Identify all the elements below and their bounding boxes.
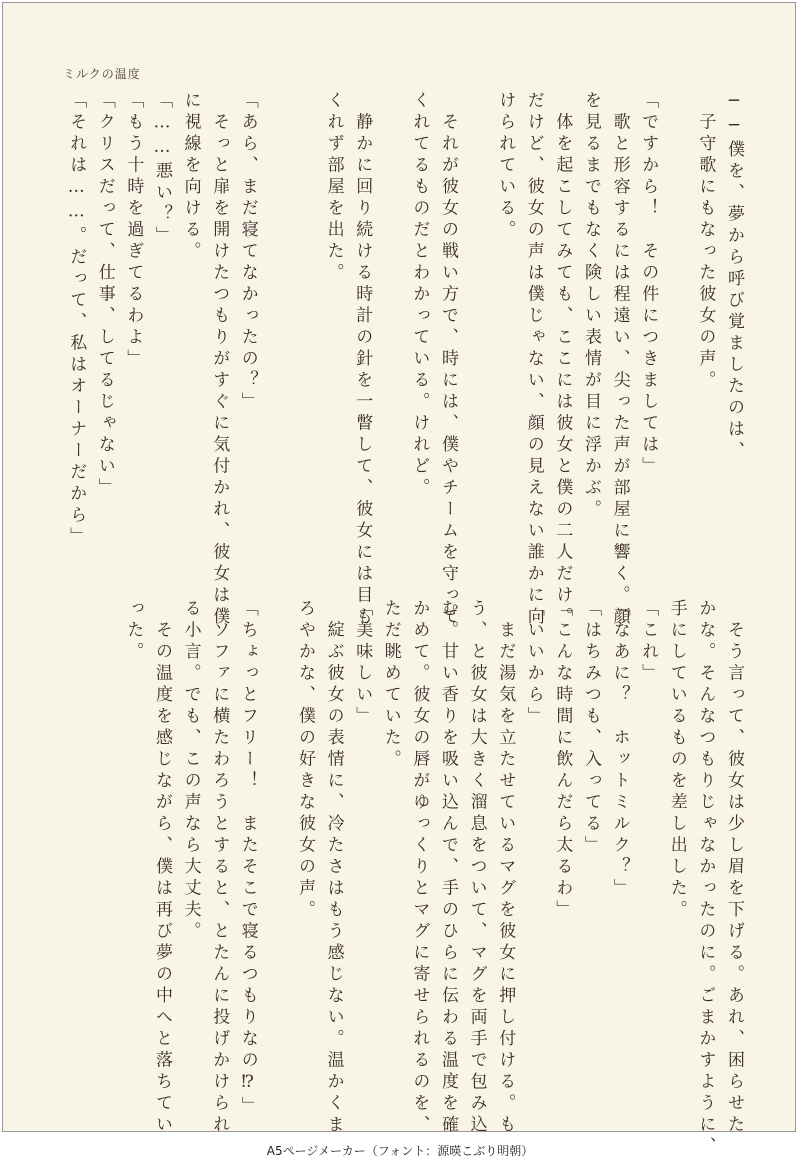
text-line: ただ眺めていた。 <box>380 599 401 771</box>
text-line: けられている。 <box>495 91 516 242</box>
text-line: 「……悪い？」 <box>152 91 172 248</box>
text-line: 「ですから！ その件につきましては」 <box>638 91 659 478</box>
text-line: 歌と形容するには程遠い、尖った声が部屋に響く。顔 <box>609 91 630 629</box>
text-line: そっと扉を開けたつもりがすぐに気付かれ、彼女は僕 <box>209 91 230 629</box>
text-line: を見るまでもなく険しい表情が目に浮かぶ。 <box>581 91 601 521</box>
text-line: 「それは……。だって、私はオーナーだから」 <box>66 91 87 549</box>
text-line: 「もう十時を過ぎてるわよ」 <box>123 91 144 371</box>
running-title: ミルクの温度 <box>63 67 141 81</box>
text-line: だけど、彼女の声は僕じゃない、顔の見えない誰かに向 <box>523 91 544 629</box>
text-line: 体を起こしてみても、ここには彼女と僕の二人だけ。 <box>552 91 573 629</box>
text-line: ろやかな、僕の好きな彼女の声。 <box>295 599 315 922</box>
text-line: その温度を感じながら、僕は再び夢の中へと落ちてい <box>152 599 172 1137</box>
text-line: ──僕を、夢から呼び覚ましたのは、 <box>724 91 744 463</box>
text-line: そう言って、彼女は少し眉を下げる。あれ、困らせた <box>724 599 744 1137</box>
text-line: 静かに回り続ける時計の針を一瞥して、彼女には目も <box>352 91 373 629</box>
text-line: ソファに横たわろうとすると、とたんに投げかけられ <box>209 599 230 1137</box>
text-line: に視線を向ける。 <box>180 91 201 263</box>
text-line: 「はちみつも、入ってる」 <box>581 599 601 857</box>
text-line: まだ湯気を立たせているマグを彼女に押し付ける。も <box>495 599 516 1137</box>
text-line: る小言。でも、この声なら大丈夫。 <box>180 599 201 943</box>
text-line: くれてるものだとわかっている。けれど。 <box>409 91 430 500</box>
text-line: くれず部屋を出た。 <box>323 91 344 285</box>
text-line: 「ちょっとフリー！ またそこで寝るつもりなの⁉」 <box>237 599 258 1118</box>
text-line: それが彼女の戦い方で、時には、僕やチームを守って <box>438 91 458 629</box>
text-line: 手にしているものを差し出した。 <box>666 599 687 922</box>
text-line: った。 <box>123 599 144 664</box>
text-line: 綻ぶ彼女の表情に、冷たさはもう感じない。温かくま <box>323 599 344 1137</box>
text-line: 「いいから」 <box>523 599 544 728</box>
text-line: かな。そんなつもりじゃなかったのに。ごまかすように、 <box>695 599 716 1158</box>
text-line: 「これ」 <box>638 599 659 685</box>
text-line: う、と彼女は大きく溜息をついて、マグを両手で包み込 <box>466 599 487 1137</box>
text-line: 「美味しい」 <box>352 599 373 728</box>
text-line: 「クリスだって、仕事、してるじゃない」 <box>94 91 115 500</box>
text-line: 子守歌にもなった彼女の声。 <box>695 91 716 392</box>
text-line: かめて。彼女の唇がゆっくりとマグに寄せられるのを、 <box>409 599 430 1137</box>
page-footer: A5ページメーカー（フォント：源暎こぶり明朝） <box>266 1144 534 1158</box>
text-line: 「あら、まだ寝てなかったの？」 <box>237 91 258 414</box>
text-line: 「こんな時間に飲んだら太るわ」 <box>552 599 573 922</box>
text-line: 「なあに？ ホットミルク？」 <box>609 599 630 900</box>
text-line: む。甘い香りを吸い込んで、手のひらに伝わる温度を確 <box>438 599 458 1137</box>
